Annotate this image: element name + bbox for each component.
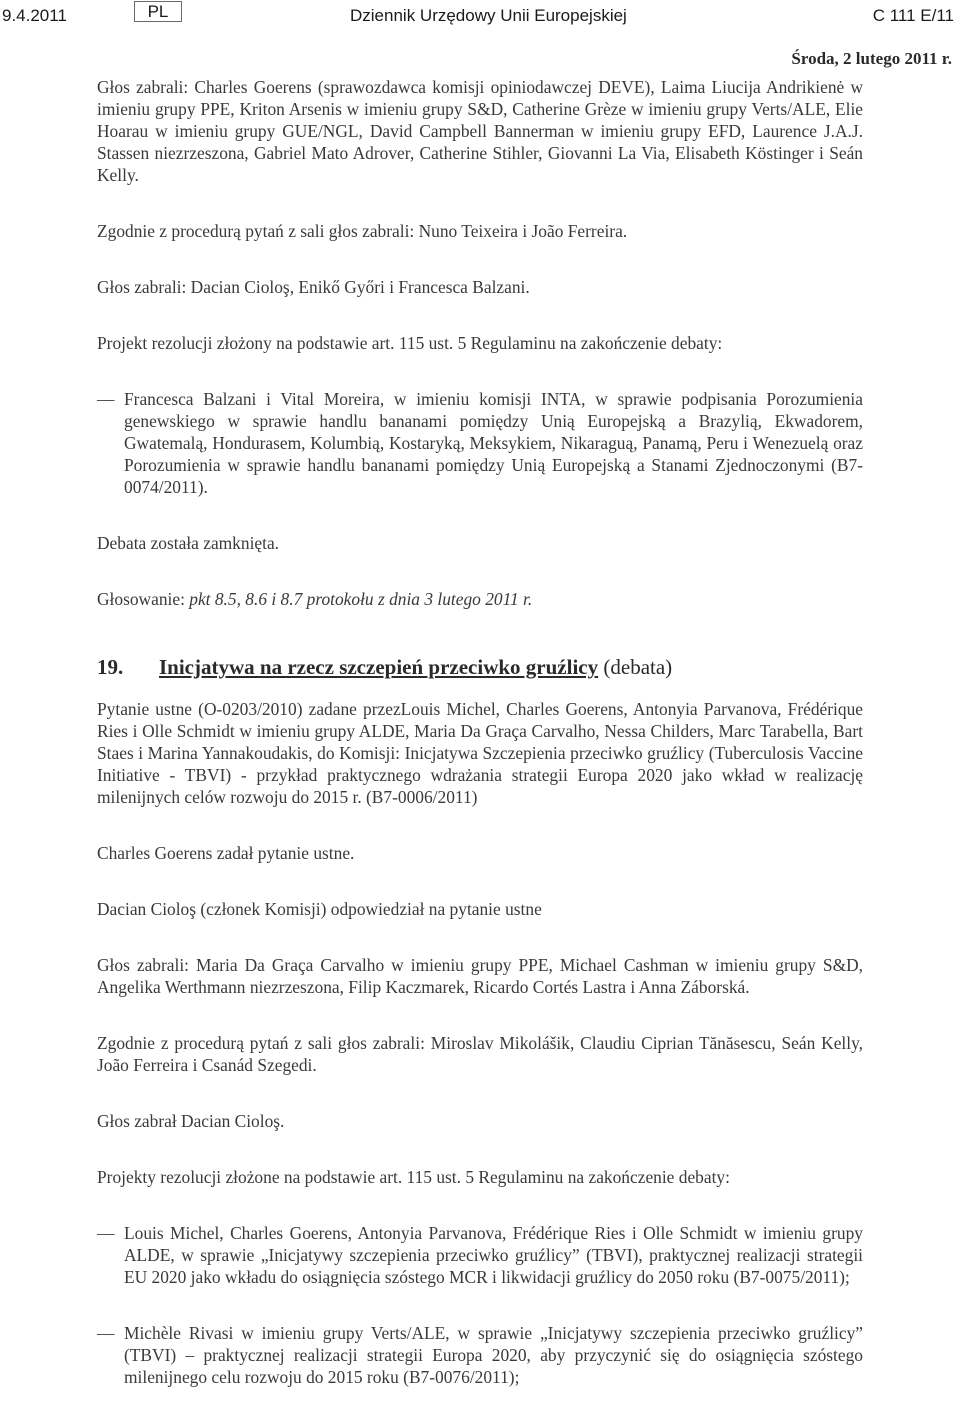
oral-question-paragraph: Pytanie ustne (O-0203/2010) zadane przezLouis Michel, Charles Goerens, Antonyia Parvanova, Frédérique Ries i Olle Schmidt w imieniu grupy ALDE, Maria Da Graça Carvalho, Nessa Childers, Marc Tarabella, Bart Staes i Marina Yannakoudakis, do Komisji: Inicjatywa Szczepienia przeciwko gruźlicy (Tuberculosis Vaccine Initiative - TBVI) - przykład praktycznego wdrażania strategii Europa 2020 jako wkład w realizację milenijnych celów rozwoju do 2015 r. (B7-0006/2011): [97, 699, 863, 807]
speakers-paragraph-3: Głos zabrali: Maria Da Graça Carvalho w imieniu grupy PPE, Michael Cashman w imieniu grupy S&D, Angelika Werthmann niezrzeszona, Filip Kaczmarek, Ricardo Cortés Lastra i Anna Záborská.: [97, 955, 863, 997]
question-put-paragraph: Charles Goerens zadał pytanie ustne.: [97, 843, 355, 863]
section-heading: [97, 656, 863, 678]
dash-bullet: —: [97, 1323, 115, 1343]
motion-list-item: [97, 388, 863, 498]
language-code-box: PL: [134, 1, 182, 22]
motion-intro-paragraph: Projekt rezolucji złożony na podstawie art. 115 ust. 5 Regulaminu na zakończenie debaty:: [97, 333, 723, 353]
vote-label: Głosowanie:: [97, 589, 190, 609]
motion-text: Michèle Rivasi w imieniu grupy Verts/ALE, w sprawie „Inicjatywy szczepienia przeciwko gruźlicy” (TBVI) – praktycznej realizacji strategii Europa 2020, aby przyczynić się do osiągnięcia szóstego milenijnego celu rozwoju do 2015 roku (B7-0076/2011);: [124, 1323, 863, 1387]
header-date: 9.4.2011: [2, 6, 67, 25]
section-suffix: (debata): [598, 655, 673, 679]
section-number: 19.: [97, 655, 124, 679]
motion-text: Louis Michel, Charles Goerens, Antonyia Parvanova, Frédérique Ries i Olle Schmidt w imieniu grupy ALDE, w sprawie „Inicjatywy szczepienia przeciwko gruźlicy” (TBVI), praktycznej realizacji strategii EU 2020 jako wkładu do osiągnięcia szóstego MCR i likwidacji gruźlicy do 2050 roku (B7-0075/2011);: [124, 1223, 863, 1287]
journal-title: Dziennik Urzędowy Unii Europejskiej: [350, 6, 627, 25]
speaker-paragraph-4: Głos zabrał Dacian Cioloş.: [97, 1111, 285, 1131]
vote-paragraph: [97, 588, 863, 610]
motion-list-item: [97, 1222, 863, 1288]
vote-reference: pkt 8.5, 8.6 i 8.7 protokołu z dnia 3 lutego 2011 r.: [189, 589, 533, 609]
page-header: [0, 0, 960, 32]
motions-intro-paragraph: Projekty rezolucji złożone na podstawie art. 115 ust. 5 Regulaminu na zakończenie debaty:: [97, 1167, 730, 1187]
sitting-date: Środa, 2 lutego 2011 r.: [791, 49, 952, 68]
section-title: Inicjatywa na rzecz szczepień przeciwko gruźlicy: [159, 655, 599, 679]
dash-bullet: —: [97, 389, 115, 409]
debate-closed-paragraph: Debata została zamknięta.: [97, 533, 280, 553]
issue-number: C 111 E/11: [872, 6, 954, 25]
motion-list-item: [97, 1322, 863, 1388]
catch-the-eye-paragraph-2: Zgodnie z procedurą pytań z sali głos zabrali: Miroslav Mikolášik, Claudiu Ciprian Tănăsescu, Seán Kelly, João Ferreira i Csanád Szegedi.: [97, 1033, 863, 1075]
speakers-paragraph-2: Głos zabrali: Dacian Cioloş, Enikő Győri i Francesca Balzani.: [97, 277, 530, 297]
catch-the-eye-paragraph: Zgodnie z procedurą pytań z sali głos zabrali: Nuno Teixeira i João Ferreira.: [97, 221, 628, 241]
motion-text: Francesca Balzani i Vital Moreira, w imieniu komisji INTA, w sprawie podpisania Porozumienia genewskiego w sprawie handlu bananami pomiędzy Unią Europejską a Brazylią, Ekwadorem, Gwatemalą, Hondurasem, Kolumbią, Kostaryką, Meksykiem, Nikaraguą, Panamą, Peru i Wenezuelą oraz Porozumienia w sprawie handlu bananami pomiędzy Unią Europejską a Stanami Zjednoczonymi (B7-0074/2011).: [124, 389, 863, 497]
commission-answer-paragraph: Dacian Cioloş (członek Komisji) odpowiedział na pytanie ustne: [97, 899, 542, 919]
dash-bullet: —: [97, 1223, 115, 1243]
speakers-paragraph: Głos zabrali: Charles Goerens (sprawozdawca komisji opiniodawczej DEVE), Laima Liucija Andrikienė w imieniu grupy PPE, Kriton Arsenis w imieniu grupy S&D, Catherine Grèze w imieniu grupy Verts/ALE, Elie Hoarau w imieniu grupy GUE/NGL, David Campbell Bannerman w imieniu grupy EFD, Laurence J.A.J. Stassen niezrzeszona, Gabriel Mato Adrover, Catherine Stihler, Giovanni La Via, Elisabeth Köstinger i Seán Kelly.: [97, 77, 863, 185]
document-body: [97, 76, 863, 1422]
